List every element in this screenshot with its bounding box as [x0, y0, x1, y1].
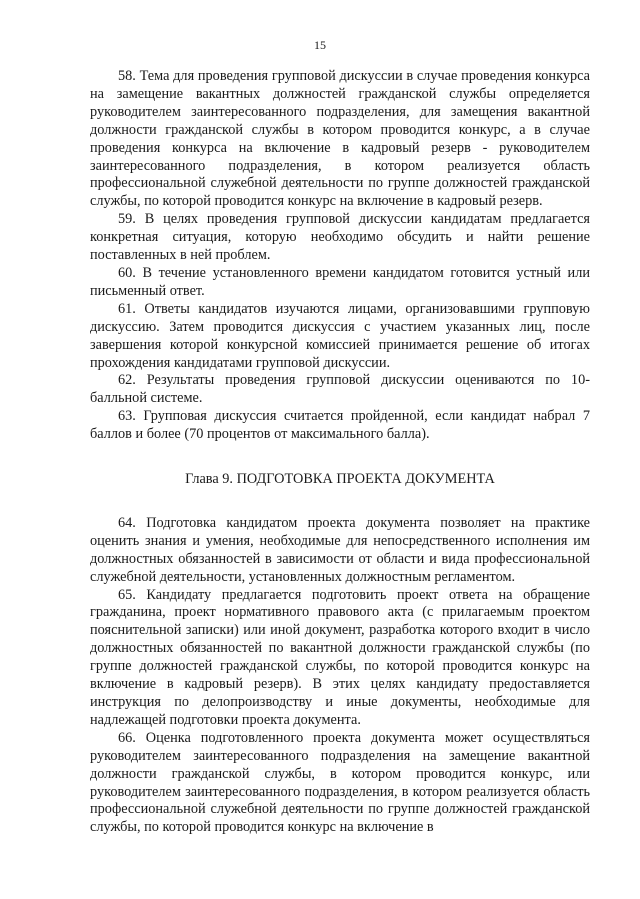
paragraph-63: 63. Групповая дискуссия считается пройденной, если кандидат набрал 7 баллов и более (70 процентов от максимального балла). — [90, 408, 590, 443]
paragraph-60: 60. В течение установленного времени кандидатом готовится устный или письменный ответ. — [90, 264, 590, 299]
paragraph-65: 65. Кандидату предлагается подготовить проект ответа на обращение гражданина, проект нормативного правового акта (с прилагаемым проектом пояснительной записки) или иной документ, разработка которого входит в число должностных обязанностей по вакантной должности гражданской службы (по группе должностей гражданской службы, по которой проводится конкурс на включение в кадровый резерв). В этих целях кандидату предоставляется инструкция по делопроизводству и иные документы, необходимые для надлежащей подготовки проекта документа. — [90, 586, 590, 728]
paragraph-64: 64. Подготовка кандидатом проекта документа позволяет на практике оценить знания и умения, необходимые для непосредственного исполнения им должностных обязанностей в зависимости от области и вида профессиональной служебной деятельности, установленных должностным регламентом. — [90, 514, 590, 585]
document-body — [90, 68, 590, 837]
paragraph-61: 61. Ответы кандидатов изучаются лицами, организовавшими групповую дискуссию. Затем проводится дискуссия с участием указанных лиц, после завершения которой конкурсной комиссией принимается решение об итогах прохождения кандидатами групповой дискуссии. — [90, 300, 590, 371]
paragraph-62: 62. Результаты проведения групповой дискуссии оцениваются по 10-балльной системе. — [90, 372, 590, 407]
page-number: 15 — [314, 38, 326, 52]
paragraph-66: 66. Оценка подготовленного проекта документа может осуществляться руководителем заинтересованного подразделения на замещение вакантной должности гражданской службы, в котором проводится конкурс, или руководителем заинтересованного подразделения, в котором реализуется область профессиональной служебной деятельности по группе должностей гражданской службы, по которой проводится конкурс на включение в — [90, 729, 590, 836]
paragraph-59: 59. В целях проведения групповой дискуссии кандидатам предлагается конкретная ситуация, которую необходимо обсудить и найти решение поставленных в ней проблем. — [90, 211, 590, 264]
paragraph-58: 58. Тема для проведения групповой дискуссии в случае проведения конкурса на замещение вакантных должностей гражданской службы определяется руководителем заинтересованного подразделения, для замещения вакантной должности гражданской службы в котором проводится конкурс, а в случае проведения конкурса на включение в кадровый резерв - руководителем заинтересованного подразделения, в котором реализуется область профессиональной служебной деятельности по группе должностей гражданской службы, по которой проводится конкурс на включение в кадровый резерв. — [90, 68, 590, 210]
chapter-heading: Глава 9. ПОДГОТОВКА ПРОЕКТА ДОКУМЕНТА — [185, 471, 495, 488]
